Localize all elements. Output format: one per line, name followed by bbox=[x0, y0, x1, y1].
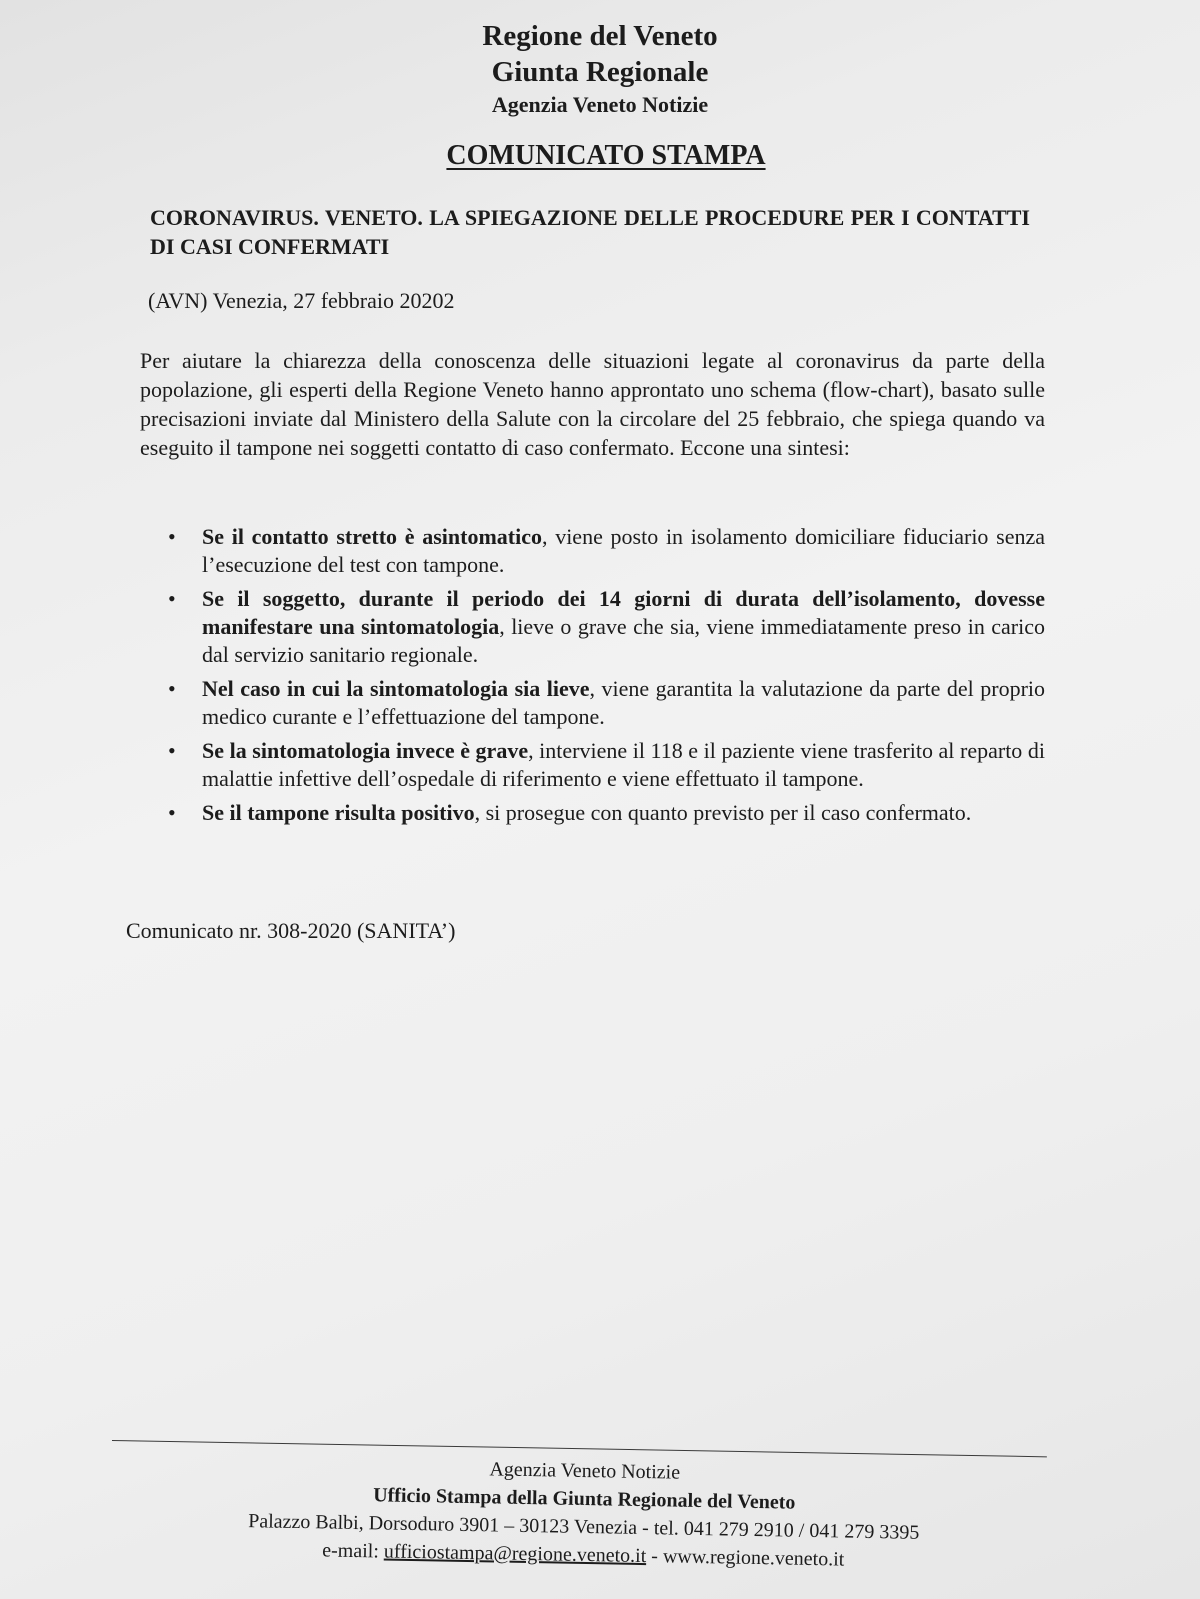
list-item bbox=[160, 799, 1045, 827]
footer-office: Ufficio Stampa della Giunta Regionale del Veneto bbox=[372, 1484, 796, 1514]
list-item bbox=[160, 585, 1045, 669]
intro-paragraph: Per aiutare la chiarezza della conoscenza delle situazioni legate al coronavirus da parte della popolazione, gli esperti della Regione Veneto hanno approntato uno schema (flow-chart), basato sulle precisazioni inviate dal Ministero della Salute con la circolare del 25 febbraio, che spiega quando va eseguito il tampone nei soggetti contatto di caso confermato. Eccone una sintesi: bbox=[140, 348, 1045, 460]
headline: CORONAVIRUS. VENETO. LA SPIEGAZIONE DELLE PROCEDURE PER I CONTATTI DI CASI CONFERMATI bbox=[150, 205, 1030, 259]
footer bbox=[168, 1450, 1000, 1576]
bullet-bold-text: Se il contatto stretto è asintomatico bbox=[202, 524, 542, 549]
footer-agency: Agenzia Veneto Notizie bbox=[489, 1458, 681, 1484]
bullet-bold-text: Se il tampone risulta positivo bbox=[202, 800, 475, 825]
bullet-text: , interviene il 118 e il paziente viene trasferito al reparto di malattie infettive dell’ospedale di riferimento e viene effettuato il tampone. bbox=[202, 738, 1045, 791]
list-item bbox=[160, 675, 1045, 731]
list-item bbox=[160, 523, 1045, 579]
agency-name: Agenzia Veneto Notizie bbox=[491, 92, 709, 117]
bullet-text: , lieve o grave che sia, viene immediatamente preso in carico dal servizio sanitario regionale. bbox=[202, 614, 1045, 667]
bullet-bold-text: Se il soggetto, durante il periodo dei 14 giorni di durata dell’isolamento, dovesse manifestare una sintomatologia bbox=[202, 586, 1045, 639]
region-name: Regione del Veneto bbox=[482, 20, 718, 52]
email-link[interactable]: ufficiostampa@regione.veneto.it bbox=[383, 1540, 647, 1568]
council-name: Giunta Regionale bbox=[491, 56, 709, 88]
bullet-text: , viene posto in isolamento domiciliare fiduciario senza l’esecuzione del test con tampone. bbox=[202, 524, 1046, 577]
list-item bbox=[160, 737, 1045, 793]
website-text: - www.regione.veneto.it bbox=[646, 1545, 845, 1571]
bullet-text: , si prosegue con quanto previsto per il caso confermato. bbox=[474, 800, 972, 825]
document-type-title: COMUNICATO STAMPA bbox=[446, 140, 766, 171]
release-reference: Comunicato nr. 308-2020 (SANITA’) bbox=[126, 918, 456, 943]
dateline: (AVN) Venezia, 27 febbraio 20202 bbox=[148, 288, 455, 313]
bullet-text: , viene garantita la valutazione da parte del proprio medico curante e l’effettuazione del tampone. bbox=[202, 676, 1046, 729]
bullet-bold-text: Nel caso in cui la sintomatologia sia lieve bbox=[202, 676, 590, 701]
letterhead bbox=[0, 18, 1200, 120]
footer-address: Palazzo Balbi, Dorsoduro 3901 – 30123 Venezia - tel. 041 279 2910 / 041 279 3395 bbox=[248, 1510, 920, 1544]
bullet-list bbox=[160, 523, 1045, 833]
email-label: e-mail: bbox=[322, 1539, 385, 1563]
bullet-bold-text: Se la sintomatologia invece è grave bbox=[202, 738, 529, 763]
